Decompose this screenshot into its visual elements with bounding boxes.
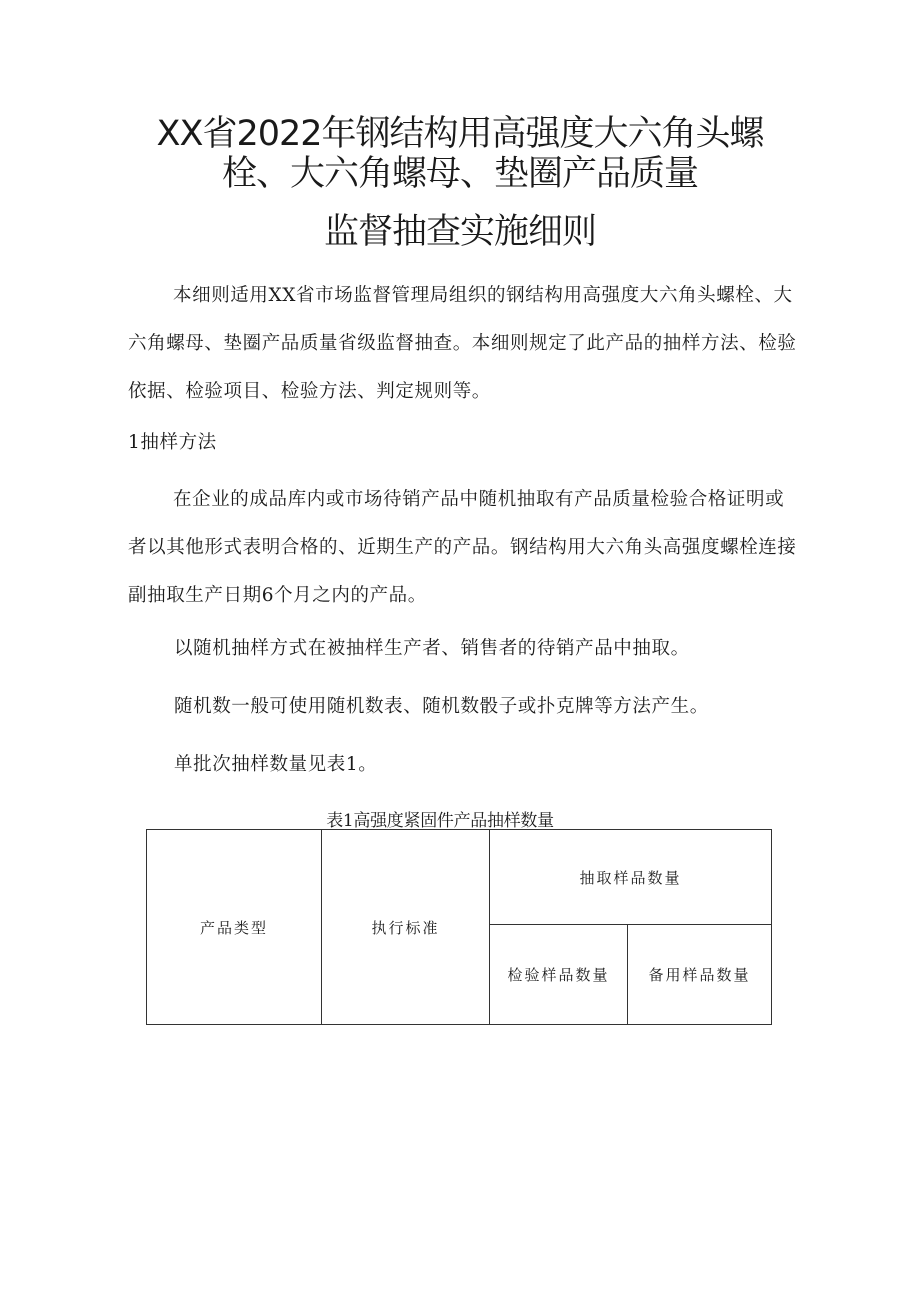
document-title-line-2: 栓、大六角螺母、垫圈产品质量 — [221, 154, 698, 194]
sampling-paragraph-2: 以随机抽样方式在被抽样生产者、销售者的待销产品中抽取。 — [174, 638, 690, 659]
document-title-line-3: 监督抽查实施细则 — [323, 212, 596, 252]
header-sample-quantity: 抽取样品数量 — [490, 830, 772, 925]
document-title-line-1: XX省2022年钢结构用高强度大六角头螺 — [156, 114, 764, 154]
sampling-paragraph-1: 在企业的成品库内或市场待销产品中随机抽取有产品质量检验合格证明或者以其他形式表明合格的、近期生产的产品。钢结构用大六角头高强度螺栓连接副抽取生产日期6个月之内的产品。 — [128, 489, 797, 606]
header-product-type: 产品类型 — [147, 830, 322, 1025]
sampling-quantity-table — [146, 829, 772, 1025]
table-1-caption: 表1高强度紧固件产品抽样数量 — [326, 811, 554, 831]
sampling-paragraph-3: 随机数一般可使用随机数表、随机数骰子或扑克牌等方法产生。 — [174, 696, 709, 717]
section-1-heading: 1抽样方法 — [128, 432, 217, 453]
header-standard: 执行标准 — [322, 830, 490, 1025]
intro-paragraph: 本细则适用XX省市场监督管理局组织的钢结构用高强度大六角头螺栓、大六角螺母、垫圈产品质量省级监督抽查。本细则规定了此产品的抽样方法、检验依据、检验项目、检验方法、判定规则等。 — [128, 285, 797, 402]
header-backup-quantity: 备用样品数量 — [628, 925, 772, 1025]
header-test-quantity: 检验样品数量 — [490, 925, 628, 1025]
sampling-paragraph-4: 单批次抽样数量见表1。 — [174, 754, 378, 775]
table-header-row-1 — [147, 830, 772, 925]
